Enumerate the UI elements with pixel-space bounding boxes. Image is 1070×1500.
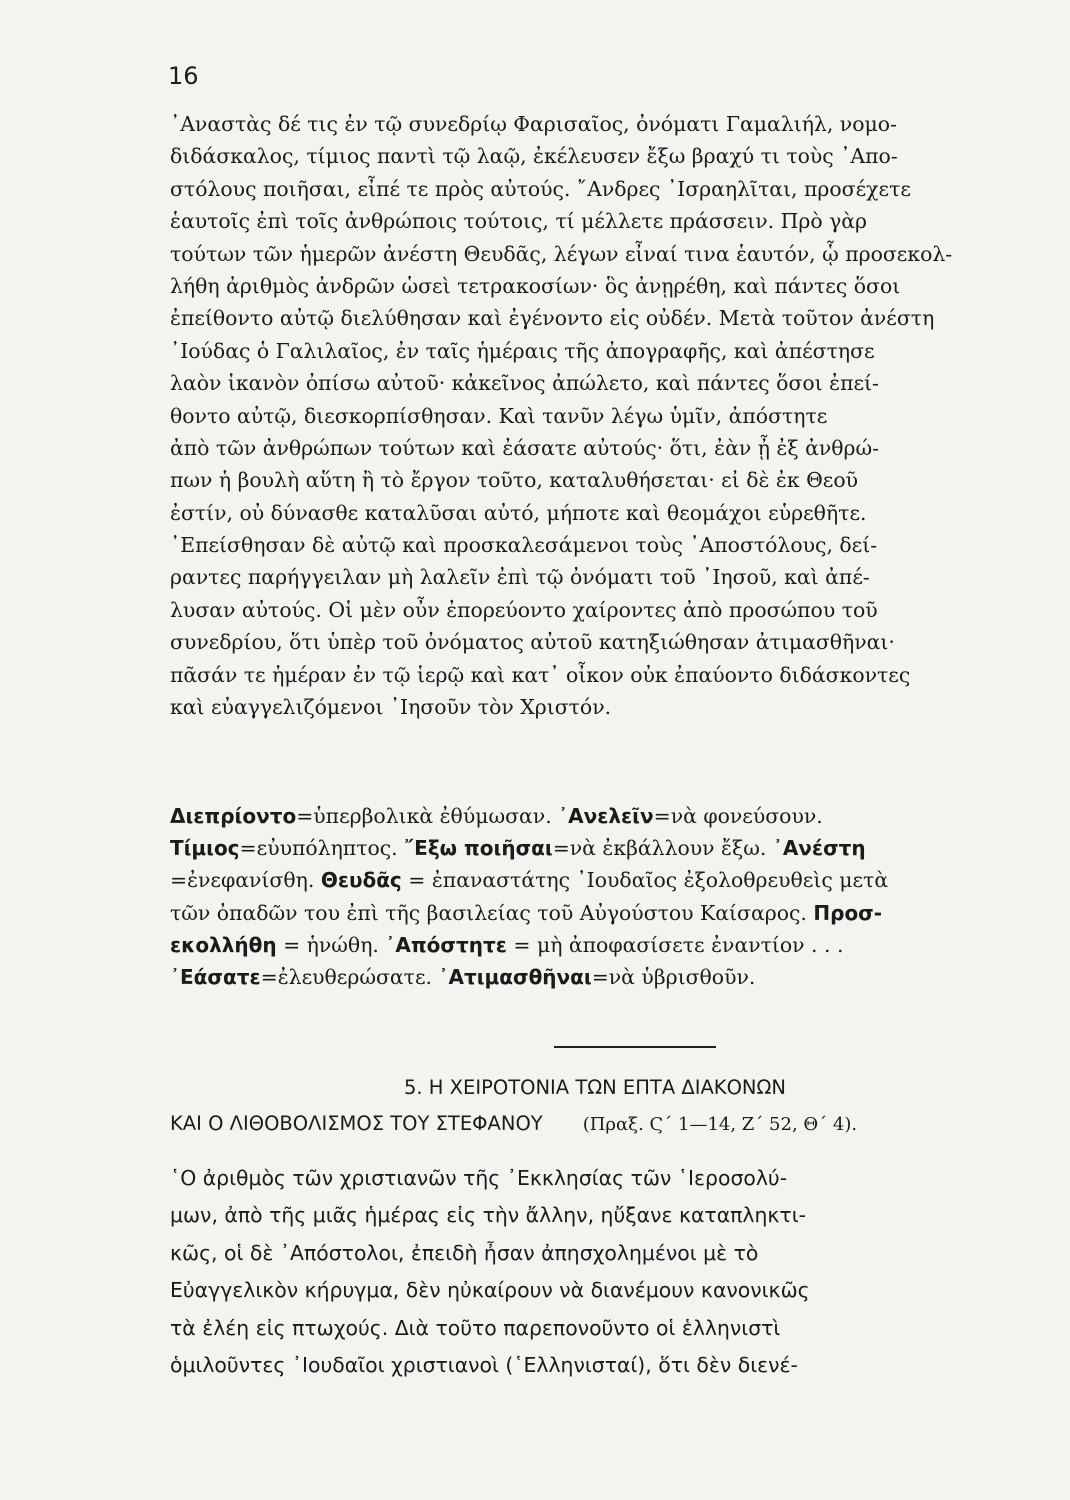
text-line: θοντο αὐτῷ, διεσκορπίσθησαν. Καὶ τανῦν λέγω ὑμῖν, ἀπόστητε bbox=[170, 403, 828, 428]
text-line: ῾Ο ἀριθμὸς τῶν χριστιανῶν τῆς ᾿Εκκλησίας τῶν ῾Ιεροσολύ- bbox=[170, 1166, 788, 1190]
glossary-line bbox=[170, 832, 1020, 864]
glossary-definition: =εὐυπόληπτος. bbox=[239, 836, 405, 861]
glossary-definition: =νὰ ὑβρισθοῦν. bbox=[591, 964, 756, 989]
glossary-definition: = ἐπαναστάτης ᾿Ιουδαῖος ἐξολοθρευθεὶς μετὰ bbox=[401, 868, 889, 893]
chapter-title-line-2 bbox=[170, 1112, 1020, 1135]
chapter-title-line-1: 5. Η ΧΕΙΡΟΤΟΝΙΑ ΤΩΝ ΕΠΤΑ ΔΙΑΚΟΝΩΝ bbox=[403, 1076, 786, 1099]
chapter-body-text bbox=[170, 1160, 1020, 1384]
glossary-definition: = μὴ ἀποφασίσετε ἐναντίον . . . bbox=[506, 932, 844, 957]
chapter-reference: (Πραξ. Ϛ΄ 1—14, Ζ΄ 52, Θ΄ 4). bbox=[582, 1114, 858, 1135]
glossary-term: ῎Εξω ποιῆσαι bbox=[404, 836, 553, 861]
glossary-definition: =νὰ ἐκβάλλουν ἔξω. bbox=[552, 836, 773, 861]
glossary-term: ᾿Απόστητε bbox=[385, 932, 507, 957]
page-number: 16 bbox=[168, 62, 199, 90]
glossary-term: Θευδᾶς bbox=[320, 868, 402, 893]
text-line: τὰ ἐλέη εἰς πτωχούς. Διὰ τοῦτο παρεπονοῦντο οἱ ἑλληνιστὶ bbox=[170, 1315, 781, 1340]
text-line: πων ἡ βουλὴ αὕτη ἢ τὸ ἔργον τοῦτο, καταλυθήσεται· εἰ δὲ ἐκ Θεοῦ bbox=[170, 468, 859, 493]
chapter-title-text: ΚΑΙ Ο ΛΙΘΟΒΟΛΙΣΜΟΣ ΤΟΥ ΣΤΕΦΑΝΟΥ bbox=[170, 1112, 543, 1135]
glossary-definition: = ἡνώθη. bbox=[276, 932, 386, 957]
text-line: καὶ εὐαγγελιζόμενοι ᾿Ιησοῦν τὸν Χριστόν. bbox=[170, 695, 612, 720]
glossary-term: Προσ- bbox=[813, 900, 883, 925]
glossary-line bbox=[170, 961, 1020, 993]
glossary-term: εκολλήθη bbox=[170, 932, 277, 957]
glossary-definition: =ἐνεφανίσθη. bbox=[170, 868, 321, 893]
glossary bbox=[170, 800, 1020, 993]
glossary-term: Διεπρίοντο bbox=[170, 804, 297, 828]
text-line: λυσαν αὐτούς. Οἱ μὲν οὖν ἐπορεύοντο χαίροντες ἀπὸ προσώπου τοῦ bbox=[170, 597, 878, 622]
text-line: τούτων τῶν ἡμερῶν ἀνέστη Θευδᾶς, λέγων εἶναί τινα ἑαυτόν, ᾧ προσεκολ- bbox=[170, 241, 953, 266]
text-line: ᾿Επείσθησαν δὲ αὐτῷ καὶ προσκαλεσάμενοι τοὺς ᾿Αποστόλους, δεί- bbox=[170, 533, 878, 558]
text-line: πᾶσάν τε ἡμέραν ἐν τῷ ἱερῷ καὶ κατ᾿ οἶκον οὐκ ἐπαύοντο διδάσκοντες bbox=[170, 662, 911, 687]
glossary-term: Τίμιος bbox=[170, 836, 240, 861]
glossary-definition: =ὑπερβολικὰ ἐθύμωσαν. bbox=[296, 804, 559, 828]
text-line: κῶς, οἱ δὲ ᾿Απόστολοι, ἐπειδὴ ἦσαν ἀπησχολημένοι μὲ τὸ bbox=[170, 1240, 759, 1265]
glossary-term: ᾿Ατιμασθῆναι bbox=[438, 964, 592, 989]
text-line: ἐπείθοντο αὐτῷ διελύθησαν καὶ ἐγένοντο εἰς οὐδέν. Μετὰ τοῦτον ἀνέστη bbox=[170, 306, 935, 331]
text-line: ᾿Ιούδας ὁ Γαλιλαῖος, ἐν ταῖς ἡμέραις τῆς ἀπογραφῆς, καὶ ἀπέστησε bbox=[170, 338, 875, 363]
glossary-line bbox=[170, 929, 1020, 961]
text-line: ἑαυτοῖς ἐπὶ τοῖς ἀνθρώποις τούτοις, τί μέλλετε πράσσειν. Πρὸ γὰρ bbox=[170, 209, 868, 234]
text-line: διδάσκαλος, τίμιος παντὶ τῷ λαῷ, ἐκέλευσεν ἔξω βραχύ τι τοὺς ᾿Απο- bbox=[170, 144, 898, 169]
text-line: ἀπὸ τῶν ἀνθρώπων τούτων καὶ ἐάσατε αὐτούς· ὅτι, ἐὰν ᾖ ἐξ ἀνθρώ- bbox=[170, 435, 880, 460]
text-line: Εὐαγγελικὸν κήρυγμα, δὲν ηὐκαίρουν νὰ διανέμουν κανονικῶς bbox=[170, 1278, 810, 1303]
main-text bbox=[170, 108, 1020, 723]
section-divider bbox=[554, 1046, 716, 1048]
glossary-line bbox=[170, 800, 1020, 832]
text-line: λαὸν ἱκανὸν ὀπίσω αὐτοῦ· κἀκεῖνος ἀπώλετο, καὶ πάντες ὅσοι ἐπεί- bbox=[170, 371, 879, 396]
text-line: μων, ἀπὸ τῆς μιᾶς ἡμέρας εἰς τὴν ἄλλην, ηὔξανε καταπληκτι- bbox=[170, 1203, 806, 1228]
text-line: ὁμιλοῦντες ᾿Ιουδαῖοι χριστιανοὶ (῾Ελληνισταί), ὅτι δὲν διενέ- bbox=[170, 1352, 798, 1377]
glossary-term: ᾿Ανελεῖν bbox=[558, 804, 654, 828]
glossary-line bbox=[170, 897, 1020, 929]
text-line: στόλους ποιῆσαι, εἶπέ τε πρὸς αὐτούς. ῎Ανδρες ᾿Ισραηλῖται, προσέχετε bbox=[170, 176, 911, 201]
text-line: ᾿Αναστὰς δέ τις ἐν τῷ συνεδρίῳ Φαρισαῖος, ὀνόματι Γαμαλιήλ, νομο- bbox=[170, 112, 897, 136]
glossary-definition: τῶν ὀπαδῶν του ἐπὶ τῆς βασιλείας τοῦ Αὐγούστου Καίσαρος. bbox=[170, 900, 814, 925]
text-line: συνεδρίου, ὅτι ὑπὲρ τοῦ ὀνόματος αὐτοῦ κατηξιώθησαν ἀτιμασθῆναι· bbox=[170, 630, 895, 655]
glossary-definition: =ἐλευθερώσατε. bbox=[260, 964, 439, 989]
text-line: ἐστίν, οὐ δύνασθε καταλῦσαι αὐτό, μήποτε καὶ θεομάχοι εὑρεθῆτε. bbox=[170, 500, 867, 525]
glossary-term: ᾿Εάσατε bbox=[170, 964, 261, 989]
text-line: λήθη ἀριθμὸς ἀνδρῶν ὡσεὶ τετρακοσίων· ὃς ἀνῃρέθη, καὶ πάντες ὅσοι bbox=[170, 273, 901, 298]
glossary-line bbox=[170, 864, 1020, 896]
glossary-definition: =νὰ φονεύσουν. bbox=[653, 804, 823, 828]
text-line: ραντες παρήγγειλαν μὴ λαλεῖν ἐπὶ τῷ ὀνόματι τοῦ ᾿Ιησοῦ, καὶ ἀπέ- bbox=[170, 565, 870, 590]
glossary-term: ᾿Ανέστη bbox=[772, 836, 866, 861]
